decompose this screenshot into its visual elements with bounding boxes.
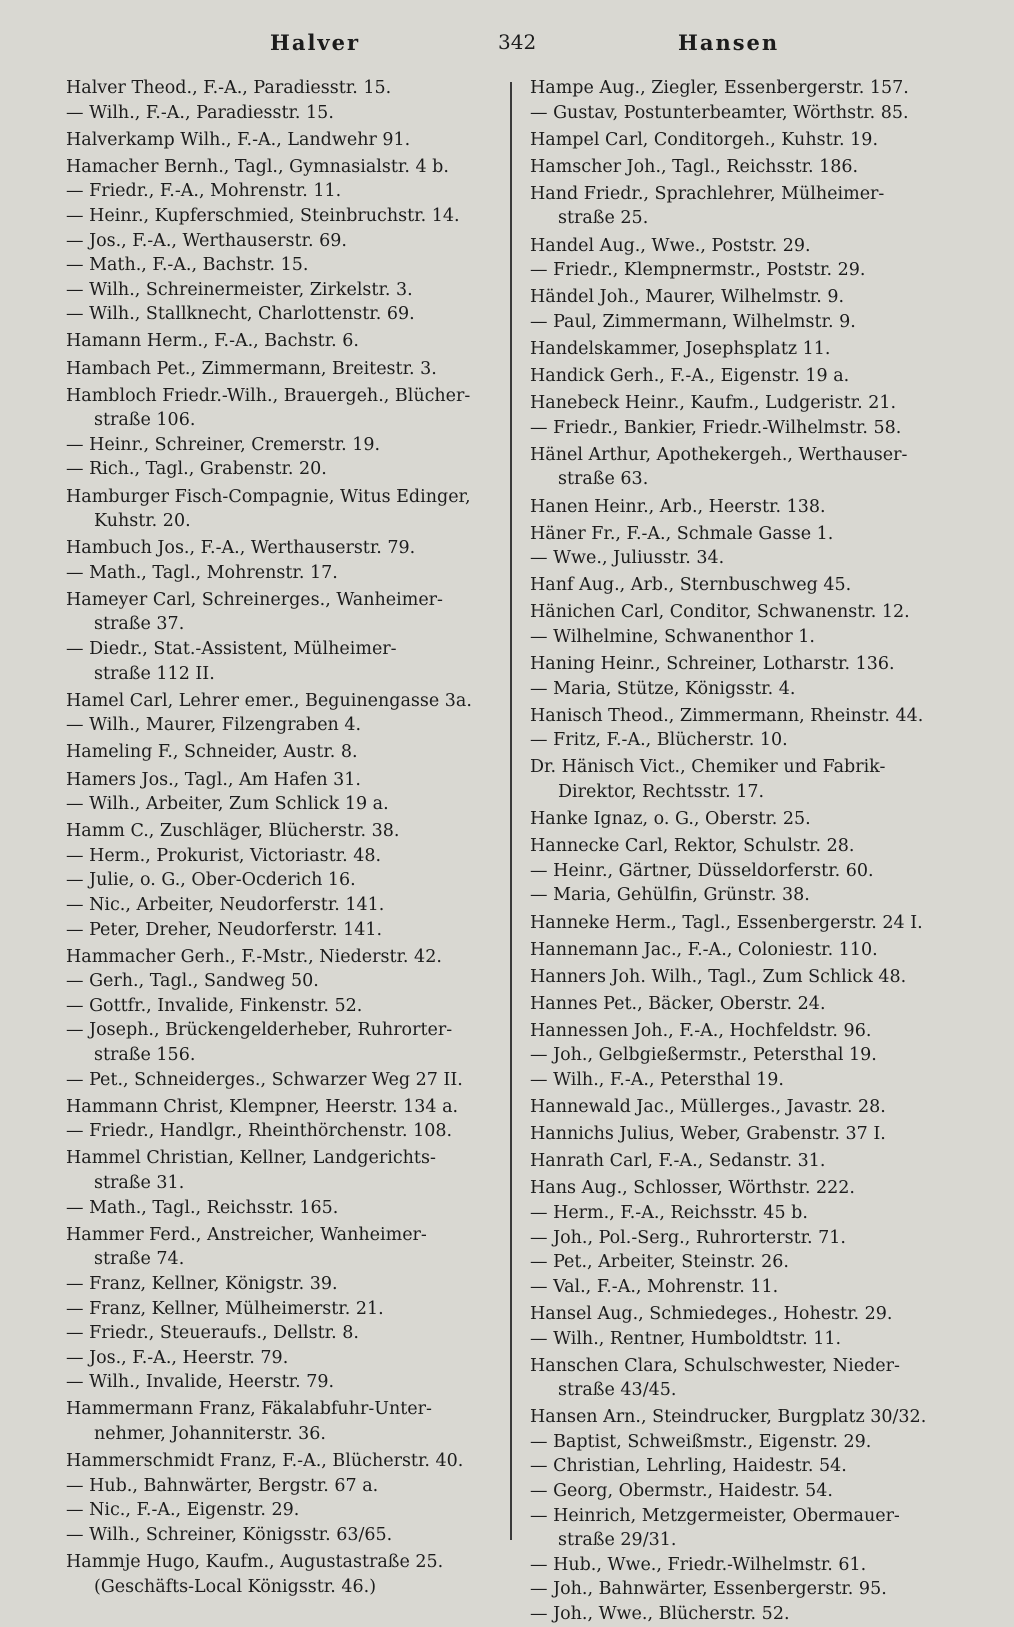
directory-entry: [530, 155, 970, 180]
directory-entry: [66, 1346, 498, 1371]
entry-continuation: Direktor, Rechtsstr. 17.: [558, 782, 765, 803]
entry-line: — Wilh., Schreinermeister, Zirkelstr. 3.: [66, 279, 413, 300]
entry-line: Hambloch Friedr.-Wilh., Brauergeh., Blücher-: [66, 385, 471, 406]
directory-entry: [530, 416, 970, 441]
directory-entry: [66, 1196, 498, 1221]
entry-line: Hammann Christ, Klempner, Heerstr. 134 a.: [66, 1096, 459, 1117]
entry-line: Hammerschmidt Franz, F.-A., Blücherstr. 40.: [66, 1451, 464, 1472]
column-divider: [510, 82, 512, 1540]
entry-continuation: straße 25.: [558, 208, 649, 229]
directory-entry: [530, 992, 970, 1017]
directory-entry: [530, 128, 970, 153]
entry-line: Häner Fr., F.-A., Schmale Gasse 1.: [530, 523, 834, 544]
directory-entry: [66, 433, 498, 458]
left-column: [66, 76, 498, 1599]
directory-entry: [530, 391, 970, 416]
directory-entry: [66, 204, 498, 229]
directory-entry: [66, 1397, 498, 1446]
entry-line: Hänichen Carl, Conditor, Schwanenstr. 12.: [530, 602, 910, 623]
entry-line: — Wilh., Arbeiter, Zum Schlick 19 a.: [66, 794, 389, 815]
directory-entry: [66, 357, 498, 382]
directory-entry: [530, 807, 970, 832]
entry-line: — Hub., Bahnwärter, Bergstr. 67 a.: [66, 1475, 379, 1496]
entry-continuation: straße 31.: [94, 1173, 185, 1194]
directory-entry: [530, 101, 970, 126]
directory-entry: [66, 792, 498, 817]
entry-line: Hannemann Jac., F.-A., Coloniestr. 110.: [530, 939, 878, 960]
directory-entry: [66, 229, 498, 254]
entry-line: Hamacher Bernh., Tagl., Gymnasialstr. 4 b.: [66, 156, 449, 177]
directory-entry: [530, 728, 970, 753]
entry-line: — Friedr., F.-A., Mohrenstr. 11.: [66, 181, 342, 202]
entry-line: Händel Joh., Maurer, Wilhelmstr. 9.: [530, 287, 845, 308]
entry-line: — Pet., Schneiderges., Schwarzer Weg 27 II.: [66, 1069, 463, 1090]
entry-line: Hamm C., Zuschläger, Blücherstr. 38.: [66, 821, 400, 842]
entry-line: — Friedr., Bankier, Friedr.-Wilhelmstr. 58.: [530, 417, 902, 438]
entry-line: — Herm., Prokurist, Victoriastr. 48.: [66, 845, 382, 866]
entry-line: — Joh., Pol.-Serg., Ruhrorterstr. 71.: [530, 1227, 846, 1248]
directory-entry: [530, 600, 970, 625]
entry-line: — Gerh., Tagl., Sandweg 50.: [66, 971, 319, 992]
entry-line: Hanneke Herm., Tagl., Essenbergerstr. 24 I.: [530, 912, 923, 933]
entry-line: Haning Heinr., Schreiner, Lotharstr. 136.: [530, 654, 895, 675]
directory-entry: [66, 179, 498, 204]
entry-line: Hansen Arn., Steindrucker, Burgplatz 30/32.: [530, 1407, 927, 1428]
directory-entry: [66, 1474, 498, 1499]
entry-line: — Joh., Bahnwärter, Essenbergerstr. 95.: [530, 1579, 887, 1600]
directory-entry: [66, 844, 498, 869]
directory-entry: [530, 1043, 970, 1068]
entry-line: — Rich., Tagl., Grabenstr. 20.: [66, 459, 327, 480]
entry-line: — Wilhelmine, Schwanenthor 1.: [530, 626, 815, 647]
directory-entry: [66, 768, 498, 793]
directory-entry: [530, 364, 970, 389]
entry-line: Hannecke Carl, Rektor, Schulstr. 28.: [530, 836, 855, 857]
directory-entry: [530, 1275, 970, 1300]
directory-entry: [530, 495, 970, 520]
directory-entry: [66, 1449, 498, 1474]
entry-line: Hannewald Jac., Müllerges., Javastr. 28.: [530, 1097, 886, 1118]
directory-entry: [66, 588, 498, 637]
directory-entry: [530, 883, 970, 908]
entry-line: Halver Theod., F.-A., Paradiesstr. 15.: [66, 78, 392, 98]
entry-line: — Wilh., Rentner, Humboldtstr. 11.: [530, 1328, 842, 1349]
entry-line: Hänel Arthur, Apothekergeh., Werthauser-: [530, 444, 908, 465]
entry-line: Hannichs Julius, Weber, Grabenstr. 37 I.: [530, 1124, 886, 1145]
directory-entry: [66, 457, 498, 482]
entry-line: Hanisch Theod., Zimmermann, Rheinstr. 44.: [530, 705, 924, 726]
entry-line: Hammacher Gerh., F.-Mstr., Niederstr. 42.: [66, 946, 442, 967]
entry-line: — Julie, o. G., Ober-Ocderich 16.: [66, 870, 356, 891]
entry-line: Hamers Jos., Tagl., Am Hafen 31.: [66, 769, 361, 790]
entry-line: — Pet., Arbeiter, Steinstr. 26.: [530, 1252, 789, 1273]
directory-entry: [530, 1019, 970, 1044]
entry-continuation: Kuhstr. 20.: [94, 511, 191, 532]
directory-entry: [530, 182, 970, 231]
directory-entry: [530, 76, 970, 101]
entry-line: — Jos., F.-A., Werthauserstr. 69.: [66, 230, 347, 251]
entry-line: Handelskammer, Josephsplatz 11.: [530, 338, 831, 359]
directory-entry: [530, 1479, 970, 1504]
directory-entry: [530, 546, 970, 571]
entry-line: Hamann Herm., F.-A., Bachstr. 6.: [66, 331, 359, 352]
directory-entry: [66, 561, 498, 586]
right-column: [530, 76, 970, 1627]
directory-entry: [66, 1146, 498, 1195]
directory-entry: [66, 918, 498, 943]
running-header-right: Hansen: [678, 30, 780, 55]
directory-entry: [66, 1223, 498, 1272]
entry-line: — Wilh., F.-A., Petersthal 19.: [530, 1070, 784, 1091]
directory-entry: [530, 652, 970, 677]
directory-entry: [530, 337, 970, 362]
directory-entry: [530, 1149, 970, 1174]
directory-entry: [66, 253, 498, 278]
entry-line: — Baptist, Schweißmstr., Eigenstr. 29.: [530, 1431, 872, 1452]
entry-line: Hampe Aug., Ziegler, Essenbergerstr. 157.: [530, 78, 909, 98]
directory-entry: [66, 384, 498, 433]
entry-line: Hammer Ferd., Anstreicher, Wanheimer-: [66, 1224, 427, 1245]
directory-entry: [66, 1119, 498, 1144]
directory-entry: [66, 637, 498, 686]
entry-line: Handel Aug., Wwe., Poststr. 29.: [530, 235, 811, 256]
directory-entry: [530, 310, 970, 335]
entry-line: Hamscher Joh., Tagl., Reichsstr. 186.: [530, 156, 859, 177]
directory-entry: [530, 1250, 970, 1275]
entry-line: Hanners Joh. Wilh., Tagl., Zum Schlick 48.: [530, 966, 907, 987]
entry-line: — Paul, Zimmermann, Wilhelmstr. 9.: [530, 311, 856, 332]
entry-line: Halverkamp Wilh., F.-A., Landwehr 91.: [66, 129, 411, 150]
directory-entry: [530, 755, 970, 804]
entry-line: Hameyer Carl, Schreinerges., Wanheimer-: [66, 589, 443, 610]
directory-entry: [66, 969, 498, 994]
directory-entry: [530, 1302, 970, 1327]
entry-line: Hanf Aug., Arb., Sternbuschweg 45.: [530, 575, 852, 596]
directory-entry: [530, 911, 970, 936]
entry-line: — Gottfr., Invalide, Finkenstr. 52.: [66, 995, 363, 1016]
directory-entry: [530, 938, 970, 963]
directory-entry: [530, 625, 970, 650]
directory-entry: [530, 1354, 970, 1403]
directory-entry: [66, 1068, 498, 1093]
entry-line: — Franz, Kellner, Mülheimerstr. 21.: [66, 1298, 384, 1319]
entry-line: — Maria, Stütze, Königsstr. 4.: [530, 678, 796, 699]
entry-continuation: straße 106.: [94, 410, 196, 431]
directory-entry: [66, 1550, 498, 1599]
directory-entry: [530, 522, 970, 547]
page-number: 342: [498, 30, 537, 54]
directory-entry: [530, 1577, 970, 1602]
entry-line: — Georg, Obermstr., Haidestr. 54.: [530, 1481, 833, 1502]
entry-line: Hammje Hugo, Kaufm., Augustastraße 25.: [66, 1551, 444, 1572]
entry-line: — Val., F.-A., Mohrenstr. 11.: [530, 1276, 779, 1297]
entry-line: Hans Aug., Schlosser, Wörthstr. 222.: [530, 1178, 855, 1199]
directory-entry: [66, 893, 498, 918]
entry-line: Hansel Aug., Schmiedeges., Hohestr. 29.: [530, 1303, 893, 1324]
directory-entry: [66, 868, 498, 893]
directory-entry: [530, 1454, 970, 1479]
entry-line: — Christian, Lehrling, Haidestr. 54.: [530, 1456, 847, 1477]
directory-entry: [66, 302, 498, 327]
entry-continuation: nehmer, Johanniterstr. 36.: [94, 1423, 326, 1444]
entry-continuation: straße 29/31.: [558, 1530, 677, 1551]
entry-line: Hammermann Franz, Fäkalabfuhr-Unter-: [66, 1399, 432, 1420]
entry-line: — Nic., Arbeiter, Neudorferstr. 141.: [66, 895, 385, 915]
entry-line: — Heinr., Gärtner, Düsseldorferstr. 60.: [530, 860, 874, 881]
directory-entry: [66, 1095, 498, 1120]
directory-entry: [530, 1095, 970, 1120]
entry-line: — Maria, Gehülfin, Grünstr. 38.: [530, 885, 810, 906]
entry-line: Hand Friedr., Sprachlehrer, Mülheimer-: [530, 183, 885, 204]
entry-line: — Heinr., Kupferschmied, Steinbruchstr. 14.: [66, 205, 460, 226]
entry-line: Dr. Hänisch Vict., Chemiker und Fabrik-: [530, 757, 886, 778]
directory-entry: [66, 1523, 498, 1548]
entry-continuation: straße 37.: [94, 614, 185, 635]
entry-line: — Wilh., Invalide, Heerstr. 79.: [66, 1372, 335, 1393]
directory-entry: [530, 965, 970, 990]
entry-line: Hanrath Carl, F.-A., Sedanstr. 31.: [530, 1151, 826, 1172]
entry-line: Hambuch Jos., F.-A., Werthauserstr. 79.: [66, 538, 416, 559]
directory-entry: [530, 1068, 970, 1093]
directory-entry: [66, 278, 498, 303]
entry-continuation: straße 43/45.: [558, 1380, 677, 1401]
entry-line: — Wwe., Juliusstr. 34.: [530, 548, 725, 569]
directory-entry: [530, 834, 970, 859]
entry-line: — Math., F.-A., Bachstr. 15.: [66, 255, 309, 276]
entry-line: — Nic., F.-A., Eigenstr. 29.: [66, 1500, 300, 1521]
entry-line: — Gustav, Postunterbeamter, Wörthstr. 85.: [530, 102, 909, 123]
entry-line: — Joh., Wwe., Blücherstr. 52.: [530, 1604, 790, 1625]
directory-entry: [66, 945, 498, 970]
directory-entry: [530, 859, 970, 884]
entry-line: Hanebeck Heinr., Kaufm., Ludgeristr. 21.: [530, 393, 897, 414]
entry-line: Hammel Christian, Kellner, Landgerichts-: [66, 1148, 436, 1169]
directory-entry: [530, 258, 970, 283]
entry-line: — Heinrich, Metzgermeister, Obermauer-: [530, 1505, 900, 1526]
directory-entry: [66, 1370, 498, 1395]
directory-entry: [66, 485, 498, 534]
directory-entry: [66, 994, 498, 1019]
directory-entry: [530, 1430, 970, 1455]
directory-entry: [530, 677, 970, 702]
entry-line: — Fritz, F.-A., Blücherstr. 10.: [530, 730, 788, 751]
entry-line: — Math., Tagl., Reichsstr. 165.: [66, 1197, 339, 1218]
entry-continuation: straße 74.: [94, 1249, 185, 1270]
entry-line: — Diedr., Stat.-Assistent, Mülheimer-: [66, 639, 397, 660]
entry-line: Hambach Pet., Zimmermann, Breitestr. 3.: [66, 358, 437, 379]
running-header-left: Halver: [270, 30, 361, 55]
entry-line: Hanke Ignaz, o. G., Oberstr. 25.: [530, 809, 811, 830]
entry-line: — Wilh., F.-A., Paradiesstr. 15.: [66, 102, 334, 123]
entry-line: — Heinr., Schreiner, Cremerstr. 19.: [66, 434, 381, 455]
entry-line: — Peter, Dreher, Neudorferstr. 141.: [66, 919, 383, 940]
directory-entry: [530, 285, 970, 310]
entry-continuation: straße 112 II.: [94, 663, 215, 684]
directory-entry: [530, 704, 970, 729]
entry-line: Hampel Carl, Conditorgeh., Kuhstr. 19.: [530, 129, 879, 150]
directory-entry: [530, 1176, 970, 1201]
directory-entry: [530, 1122, 970, 1147]
entry-line: — Friedr., Klempnermstr., Poststr. 29.: [530, 260, 866, 281]
entry-line: Handick Gerh., F.-A., Eigenstr. 19 a.: [530, 366, 850, 387]
directory-entry: [530, 573, 970, 598]
directory-entry: [66, 1297, 498, 1322]
entry-line: — Wilh., Maurer, Filzengraben 4.: [66, 715, 362, 736]
entry-line: — Joh., Gelbgießermstr., Petersthal 19.: [530, 1045, 877, 1066]
directory-entry: [66, 713, 498, 738]
entry-line: Hanen Heinr., Arb., Heerstr. 138.: [530, 496, 826, 517]
entry-line: — Hub., Wwe., Friedr.-Wilhelmstr. 61.: [530, 1554, 867, 1575]
directory-entry: [66, 329, 498, 354]
directory-entry: [66, 819, 498, 844]
directory-entry: [66, 128, 498, 153]
entry-line: — Franz, Kellner, Königstr. 39.: [66, 1273, 338, 1294]
entry-continuation: (Geschäfts-Local Königsstr. 46.): [94, 1576, 377, 1597]
directory-entry: [66, 740, 498, 765]
directory-entry: [66, 155, 498, 180]
directory-entry: [66, 1498, 498, 1523]
entry-line: — Wilh., Schreiner, Königsstr. 63/65.: [66, 1524, 393, 1545]
entry-line: Hamel Carl, Lehrer emer., Beguinengasse 3a.: [66, 690, 472, 711]
directory-entry: [530, 1504, 970, 1553]
directory-entry: [530, 1602, 970, 1627]
directory-entry: [530, 1405, 970, 1430]
entry-line: — Jos., F.-A., Heerstr. 79.: [66, 1347, 289, 1368]
entry-line: Hannes Pet., Bäcker, Oberstr. 24.: [530, 993, 826, 1014]
entry-line: — Math., Tagl., Mohrenstr. 17.: [66, 562, 338, 583]
entry-line: — Friedr., Handlgr., Rheinthörchenstr. 108.: [66, 1121, 453, 1142]
directory-entry: [530, 234, 970, 259]
entry-continuation: straße 156.: [94, 1045, 196, 1066]
entry-line: — Herm., F.-A., Reichsstr. 45 b.: [530, 1203, 808, 1224]
directory-entry: [530, 1327, 970, 1352]
entry-line: Hannessen Joh., F.-A., Hochfeldstr. 96.: [530, 1020, 872, 1041]
directory-entry: [530, 443, 970, 492]
directory-entry: [66, 76, 498, 101]
entry-line: — Friedr., Steueraufs., Dellstr. 8.: [66, 1323, 359, 1344]
directory-entry: [66, 1272, 498, 1297]
directory-entry: [530, 1201, 970, 1226]
entry-continuation: straße 63.: [558, 469, 649, 490]
directory-entry: [530, 1226, 970, 1251]
directory-entry: [66, 101, 498, 126]
directory-entry: [530, 1553, 970, 1578]
directory-entry: [66, 536, 498, 561]
entry-line: — Wilh., Stallknecht, Charlottenstr. 69.: [66, 304, 415, 325]
entry-line: Hameling F., Schneider, Austr. 8.: [66, 742, 358, 763]
directory-entry: [66, 689, 498, 714]
directory-entry: [66, 1321, 498, 1346]
entry-line: Hamburger Fisch-Compagnie, Witus Edinger,: [66, 486, 471, 507]
entry-line: Hanschen Clara, Schulschwester, Nieder-: [530, 1355, 900, 1376]
entry-line: — Joseph., Brückengelderheber, Ruhrorter-: [66, 1020, 453, 1041]
directory-entry: [66, 1018, 498, 1067]
